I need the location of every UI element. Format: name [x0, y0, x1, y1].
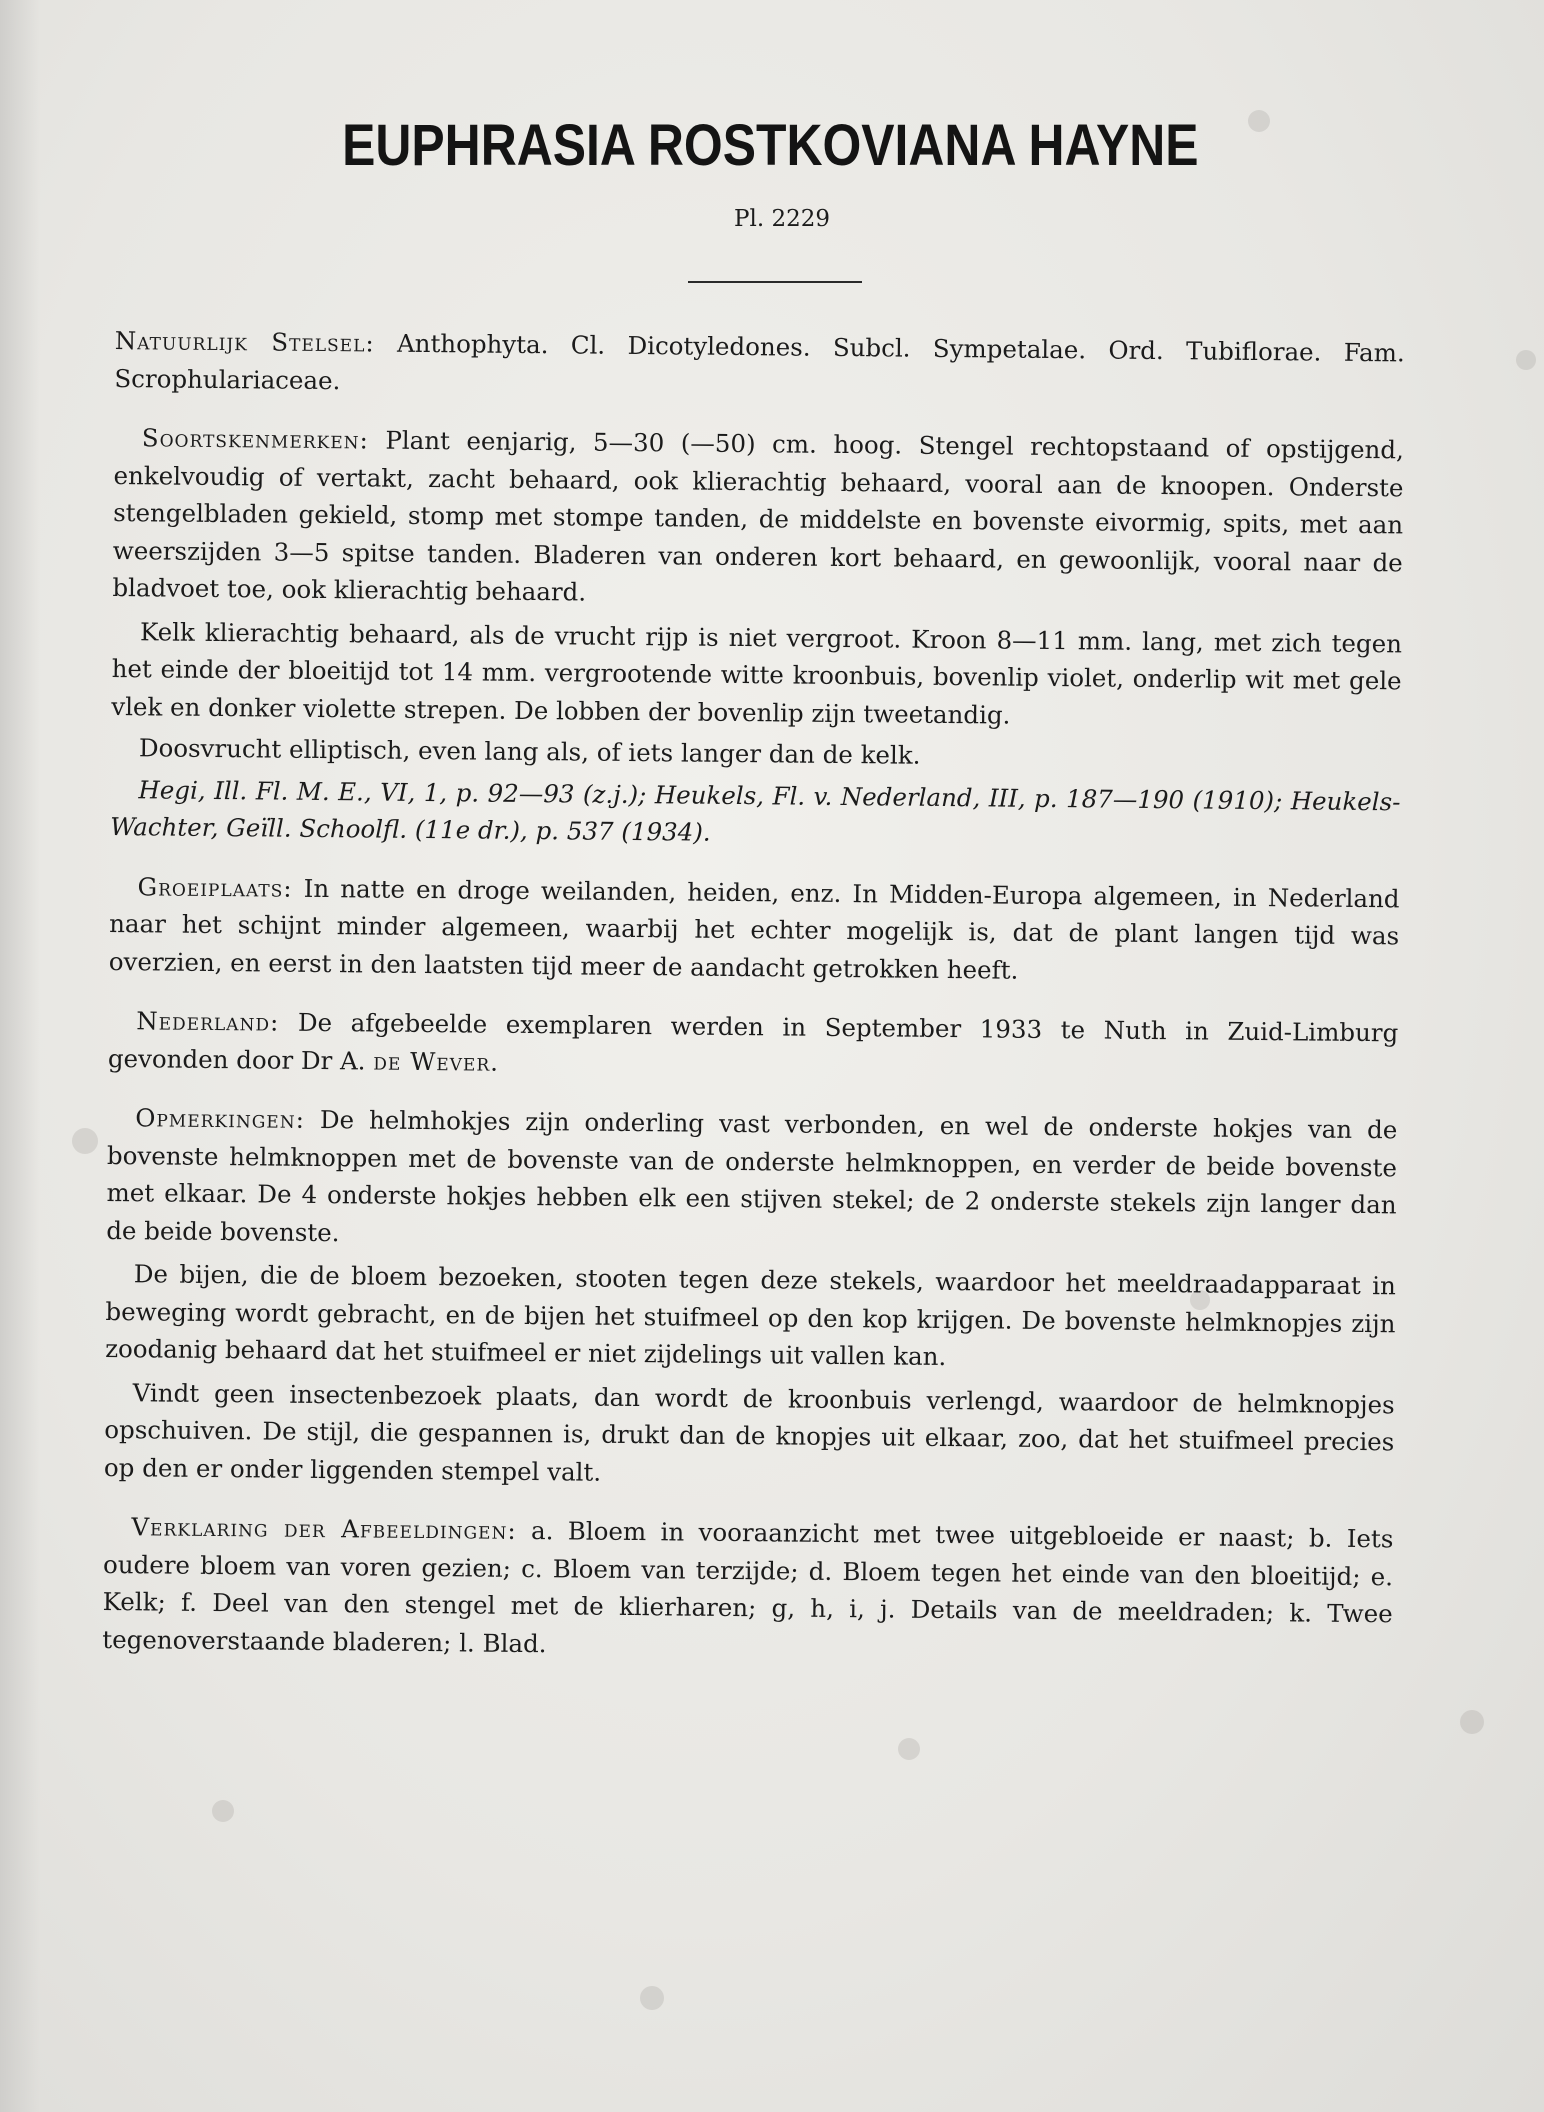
paragraph: Doosvrucht elliptisch, even lang als, of iets langer dan de kelk. — [138, 733, 921, 770]
paper-spot — [1516, 350, 1536, 370]
document-body — [102, 322, 1405, 1670]
section-text: De helmhokjes zijn onderling vast verbonden, en wel de onderste hokjes van de bovenste helmknoppen met de bovenste van de onderste helmknoppen, en verder de beide bovenste met elkaar. De 4 onderste hokjes hebben elk een stijven stekel; de 2 onderste stekels zijn langer dan de beide bovenste. — [106, 1104, 1398, 1247]
literature-references: Hegi, Ill. Fl. M. E., VI, 1, p. 92—93 (z.j.); Heukels, Fl. v. Nederland, III, p. 187—190 (1910); Heukels-Wachter, Geïll. Schoolfl. (11e dr.), p. 537 (1934). — [110, 774, 1401, 847]
paragraph: De bijen, die de bloem bezoeken, stooten tegen deze stekels, waardoor het meeldraadapparaat in beweging wordt gebracht, en de bijen het stuifmeel op den kop krijgen. De bovenste helmknopjes zijn zoodanig behaard dat het stuifmeel er niet zijdelings uit vallen kan. — [105, 1259, 1396, 1372]
section-natuurlijk-stelsel — [114, 322, 1405, 409]
section-soortskenmerken — [112, 419, 1404, 619]
section-verklaring — [102, 1508, 1393, 1670]
section-label: Verklaring der Afbeeldingen: — [131, 1512, 517, 1545]
paper-spot — [1460, 1710, 1484, 1734]
paper-spot — [640, 1986, 664, 2010]
section-text: Plant eenjarig, 5—30 (—50) cm. hoog. Stengel rechtopstaand of opstijgend, enkelvoudig of vertakt, zacht behaard, ook klierachtig behaard, vooral aan de knoopen. Onderste stengelbladen gekield, stomp met stompe tanden, de middelste en bovenste eivormig, spits, met aan weerszijden 3—5 spitse tanden. Bladeren van onderen kort behaard, en gewoonlijk, vooral naar de bladvoet toe, ook klierachtig behaard. — [112, 425, 1404, 607]
section-text: In natte en droge weilanden, heiden, enz. In Midden-Europa algemeen, in Nederland naar het schijnt minder algemeen, waarbij het echter mogelijk is, dat de plant langen tijd was overzien, en eerst in den laatsten tijd meer de aandacht getrokken heeft. — [108, 873, 1400, 985]
section-label: Soortskenmerken: — [141, 423, 370, 455]
section-label: Groeiplaats: — [137, 871, 293, 903]
paragraph: Kelk klierachtig behaard, als de vrucht rijp is niet vergroot. Kroon 8—11 mm. lang, met zich tegen het einde der bloeitijd tot 14 mm. vergrootende witte kroonbuis, bovenlip violet, onderlip wit met gele vlek en donker violette strepen. De lobben der bovenlip zijn tweetandig. — [111, 616, 1403, 730]
section-groeiplaats — [109, 867, 1400, 992]
page-title: EUPHRASIA ROSTKOVIANA HAYNE — [342, 113, 1199, 178]
plate-number: Pl. 2229 — [734, 206, 830, 232]
section-text-end: . — [490, 1047, 499, 1077]
collector-name: de Wever — [373, 1046, 491, 1077]
section-label: Natuurlijk Stelsel: — [114, 325, 375, 358]
paper-spot — [898, 1738, 920, 1760]
section-nederland — [108, 1002, 1399, 1089]
section-text: a. Bloem in vooraanzicht met twee uitgebloeide er naast; b. Iets oudere bloem van voren gezien; c. Bloem van terzijde; d. Bloem tegen het einde van den bloeitijd; e. Kelk; f. Deel van den stengel met de klierharen; g, h, i, j. Details van de meeldraden; k. Twee tegenoverstaande bladeren; l. Blad. — [102, 1515, 1394, 1658]
section-text: De afgebeelde exemplaren werden in September 1933 te Nuth in Zuid-Limburg gevonden door Dr A. — [107, 1007, 1399, 1076]
paper-spot — [212, 1800, 234, 1822]
page-edge-shadow — [0, 0, 40, 2112]
section-text: Anthophyta. Cl. Dicotyledones. Subcl. Sympetalae. Ord. Tubiflorae. Fam. Scrophulariaceae. — [114, 328, 1405, 395]
paragraph: Vindt geen insectenbezoek plaats, dan wordt de kroonbuis verlengd, waardoor de helmknopjes opschuiven. De stijl, die gespannen is, drukt dan de knopjes uit elkaar, zoo, dat het stuifmeel precies op den er onder liggenden stempel valt. — [103, 1377, 1395, 1487]
paper-spot — [72, 1128, 98, 1154]
section-opmerkingen — [106, 1099, 1397, 1261]
section-label: Nederland: — [136, 1006, 280, 1037]
section-label: Opmerkingen: — [135, 1103, 306, 1134]
title-divider — [688, 281, 862, 283]
